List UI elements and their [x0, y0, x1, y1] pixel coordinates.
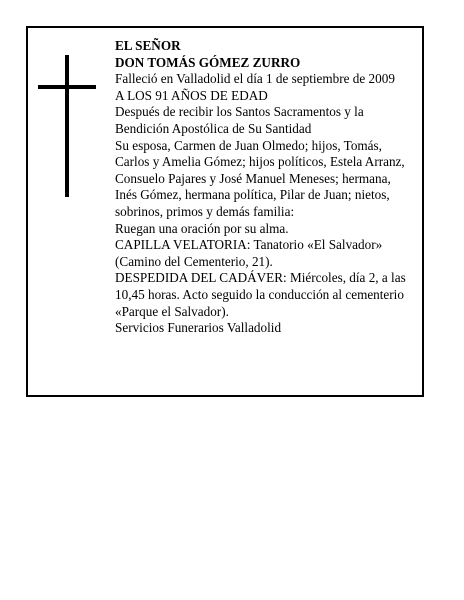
death-date-line: Falleció en Valladolid el día 1 de septiembre de 2009 — [115, 71, 395, 87]
latin-cross-icon — [38, 55, 96, 197]
body-line: 10,45 horas. Acto seguido la conducción al cementerio — [115, 286, 404, 302]
age-line: A LOS 91 AÑOS DE EDAD — [115, 87, 268, 103]
body-line: Bendición Apostólica de Su Santidad — [115, 120, 312, 136]
body-line: (Camino del Cementerio, 21). — [115, 253, 273, 269]
deceased-name: DON TOMÁS GÓMEZ ZURRO — [115, 54, 301, 70]
body-line: Consuelo Pajares y José Manuel Meneses; hermana, — [115, 170, 391, 186]
deceased-title: EL SEÑOR — [115, 38, 181, 53]
body-line: Carlos y Amelia Gómez; hijos políticos, Estela Arranz, — [115, 154, 405, 170]
body-line: Después de recibir los Santos Sacramentos y la — [115, 104, 364, 120]
body-line: «Parque el Salvador). — [115, 303, 229, 319]
body-line: Servicios Funerarios Valladolid — [115, 320, 282, 336]
body-line: Ruegan una oración por su alma. — [115, 220, 289, 236]
body-line: Inés Gómez, hermana política, Pilar de Juan; nietos, — [115, 187, 390, 203]
body-line: Su esposa, Carmen de Juan Olmedo; hijos, Tomás, — [115, 137, 382, 153]
cross-horizontal-bar — [38, 85, 96, 89]
cross-vertical-bar — [65, 55, 69, 197]
body-line: DESPEDIDA DEL CADÁVER: Miércoles, día 2, a las — [115, 270, 406, 286]
notice-text — [115, 38, 420, 337]
body-line: CAPILLA VELATORIA: Tanatorio «El Salvador» — [115, 237, 383, 253]
body-line: sobrinos, primos y demás familia: — [115, 203, 295, 219]
